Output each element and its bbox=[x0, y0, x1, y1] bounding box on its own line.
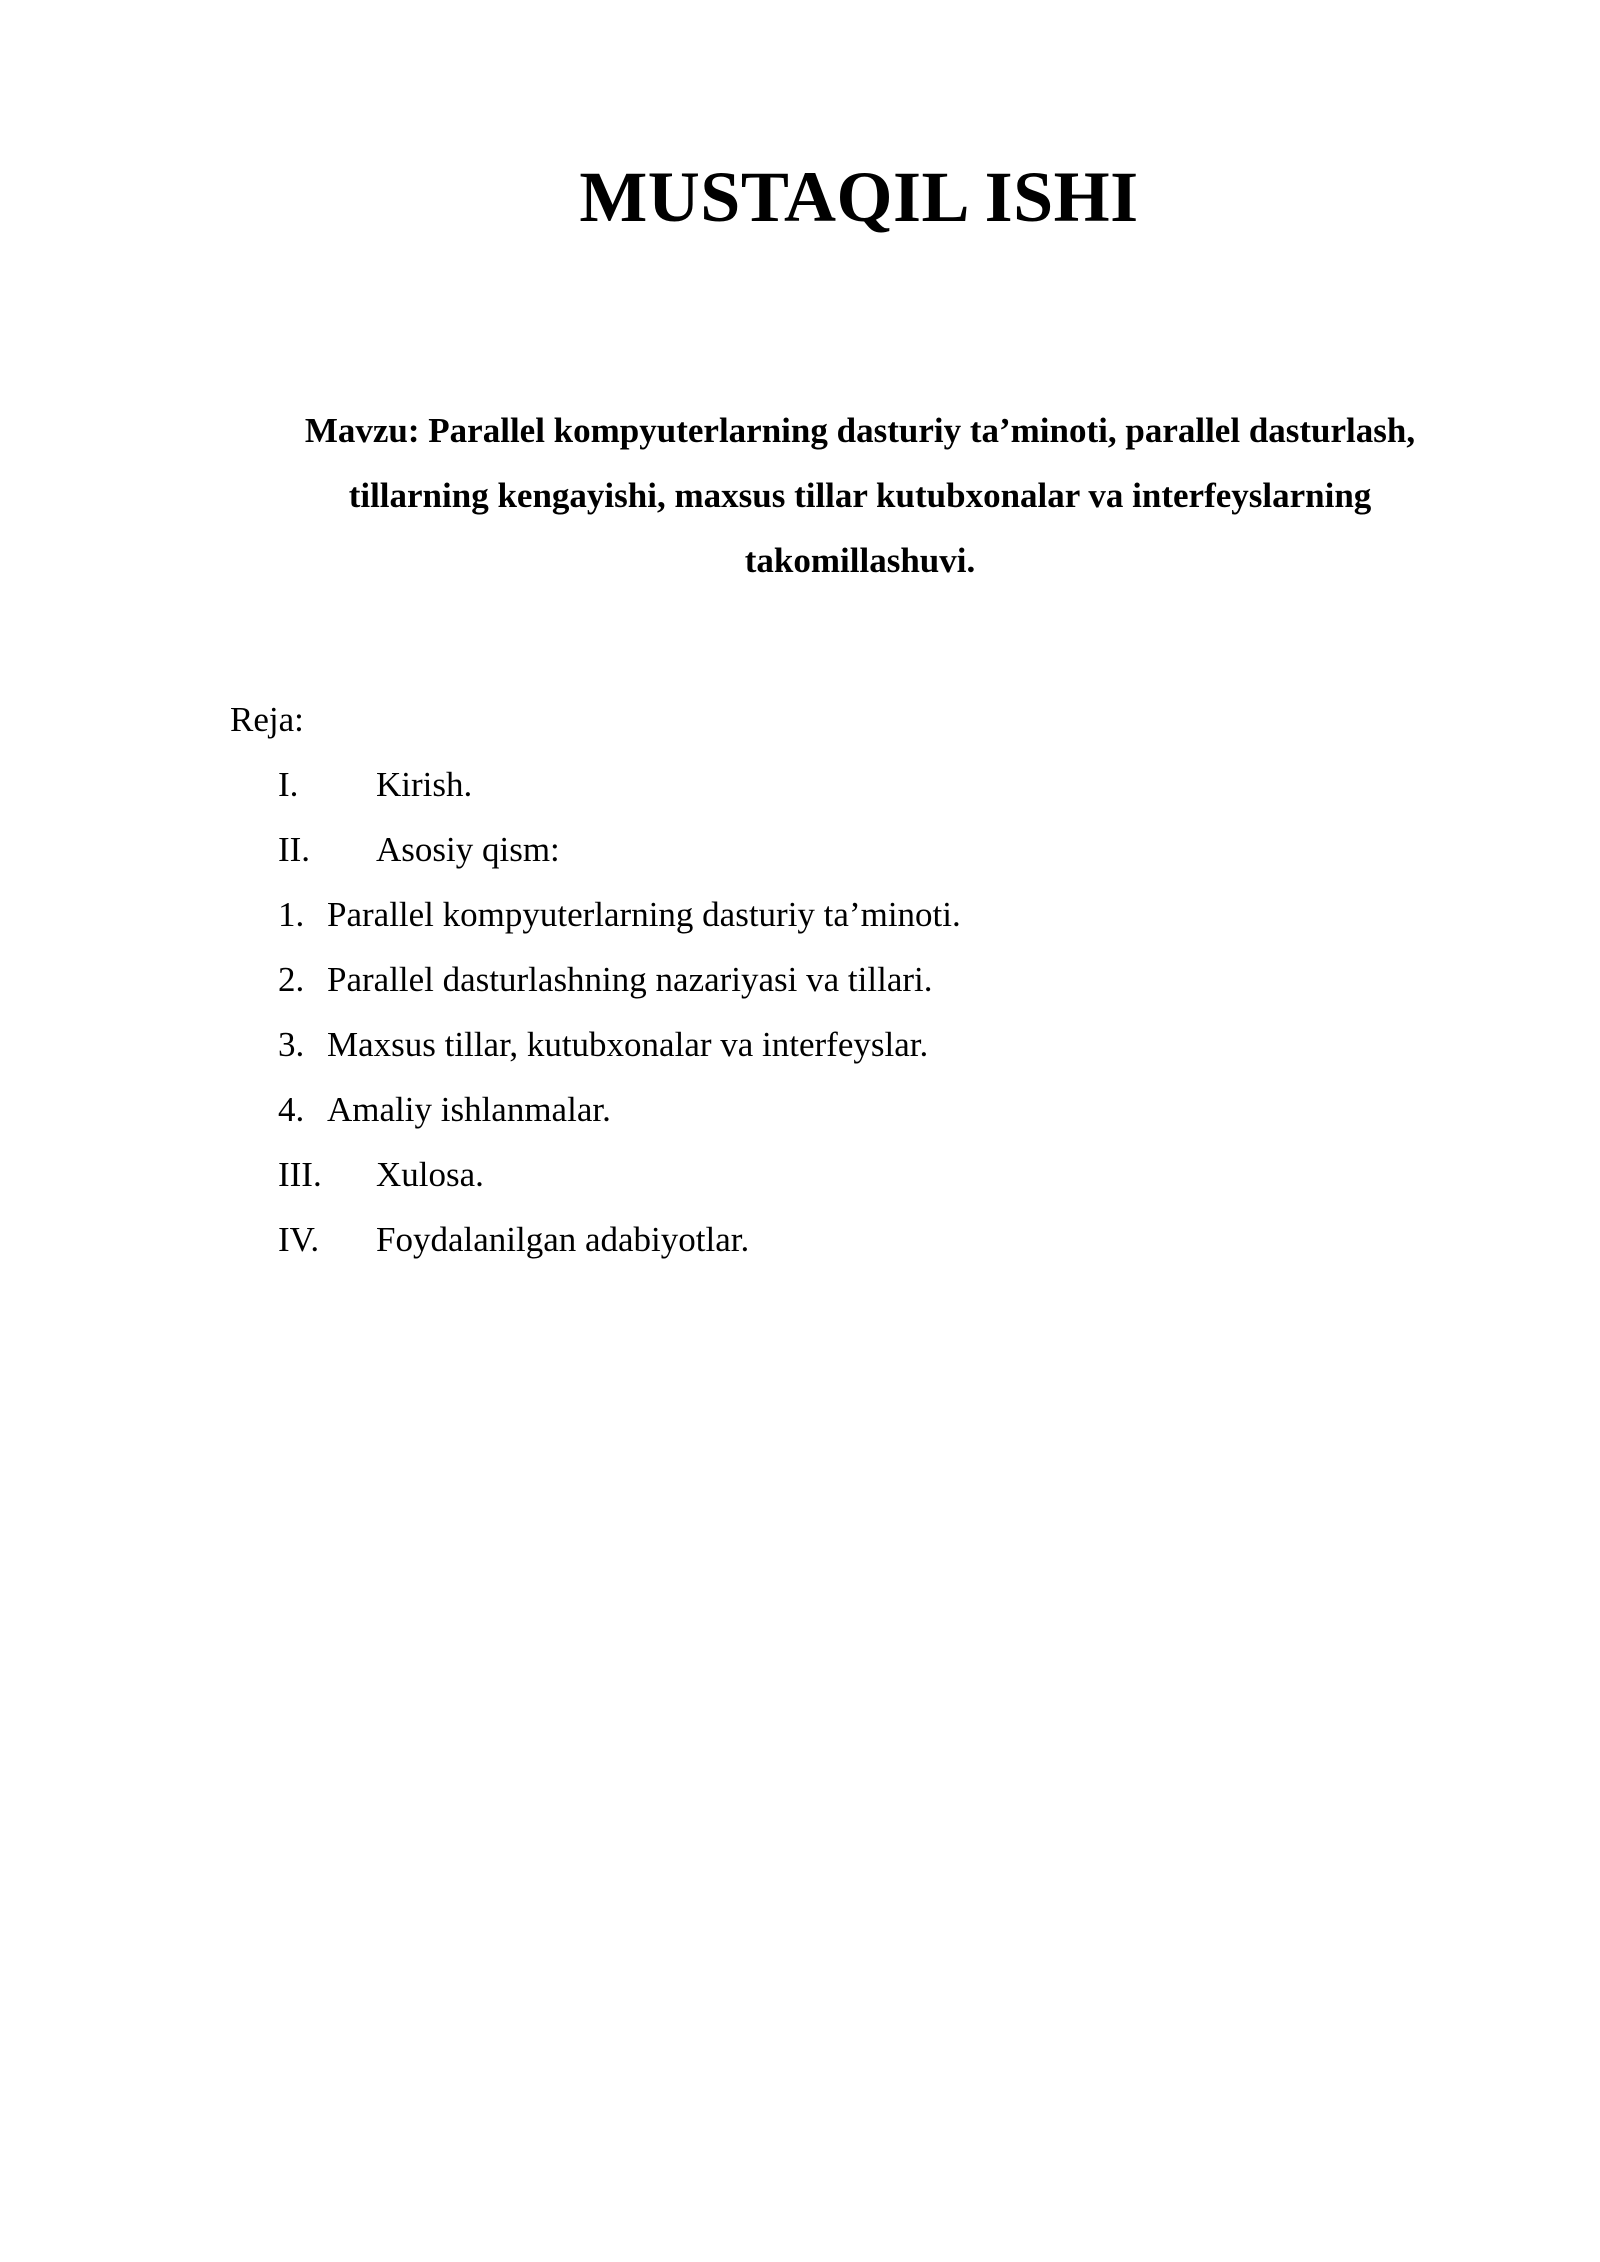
plan-item-number: II. bbox=[278, 830, 311, 869]
plan-subitem-3 bbox=[230, 1015, 1330, 1080]
plan-item-asosiy-qism bbox=[230, 820, 1330, 885]
plan-item-number: 4. bbox=[278, 1090, 305, 1129]
plan-item-number: I. bbox=[278, 765, 299, 804]
plan-item-number: III. bbox=[278, 1155, 322, 1194]
plan-subitem-4 bbox=[230, 1080, 1330, 1145]
plan-item-number: 3. bbox=[278, 1025, 305, 1064]
plan-item-xulosa bbox=[230, 1145, 1330, 1210]
plan-item-text: Parallel dasturlashning nazariyasi va tillari. bbox=[327, 960, 933, 999]
document-title: MUSTAQIL ISHI bbox=[579, 157, 1139, 237]
plan-item-text: Xulosa. bbox=[376, 1155, 484, 1194]
plan-item-number: IV. bbox=[278, 1220, 320, 1259]
topic-paragraph: Mavzu: Parallel kompyuterlarning dasturiy ta’minoti, parallel dasturlash, tillarning kengayishi, maxsus tillar kutubxonalar va interfeyslarning takomillashuvi. bbox=[304, 411, 1416, 580]
plan-label: Reja: bbox=[230, 700, 304, 739]
plan-list bbox=[230, 755, 1330, 1275]
plan-item-kirish bbox=[230, 755, 1330, 820]
plan-item-text: Parallel kompyuterlarning dasturiy ta’minoti. bbox=[327, 895, 961, 934]
plan-item-text: Foydalanilgan adabiyotlar. bbox=[376, 1220, 750, 1259]
plan-item-text: Maxsus tillar, kutubxonalar va interfeyslar. bbox=[327, 1025, 929, 1064]
plan-item-text: Amaliy ishlanmalar. bbox=[327, 1090, 611, 1129]
plan-item-text: Kirish. bbox=[376, 765, 473, 804]
plan-item-number: 2. bbox=[278, 960, 305, 999]
plan-subitem-1 bbox=[230, 885, 1330, 950]
plan-subitem-2 bbox=[230, 950, 1330, 1015]
plan-item-adabiyotlar bbox=[230, 1210, 1330, 1275]
plan-item-number: 1. bbox=[278, 895, 305, 934]
plan-item-text: Asosiy qism: bbox=[376, 830, 560, 869]
